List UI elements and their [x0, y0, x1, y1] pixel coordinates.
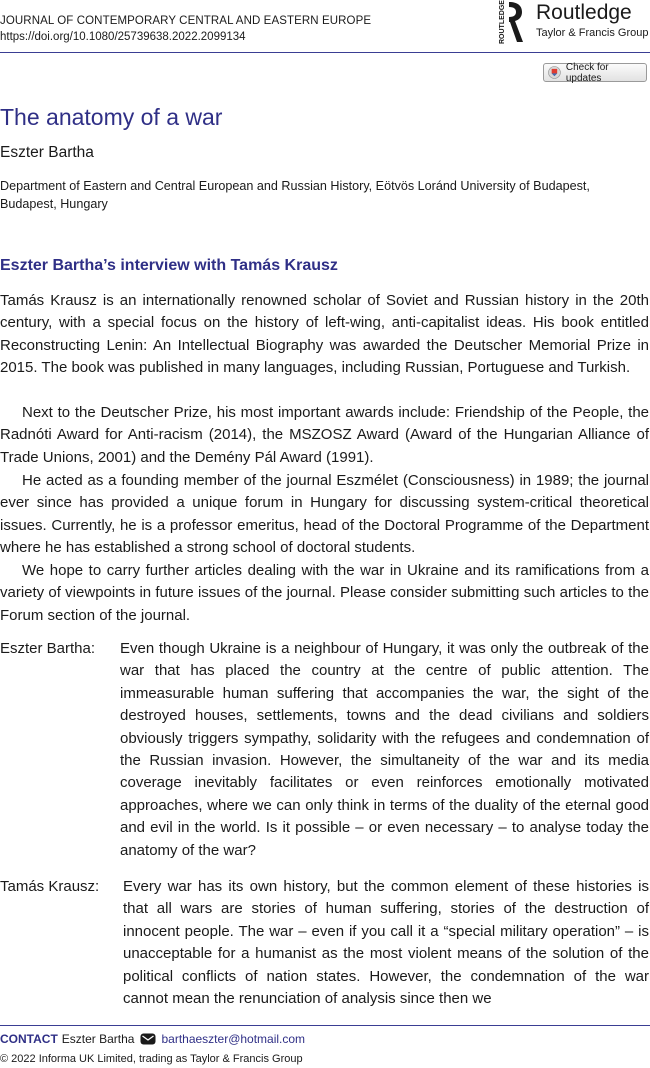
body-paragraph: We hope to carry further articles dealing with the war in Ukraine and its ramifications from a variety of viewpoints in future issues of the journal. Please consider submitting such articles to the Forum section of the journal. [0, 562, 649, 624]
dialogue-text: Every war has its own history, but the common element of these histories is that all wars are stories of human suffering, stories of the destruction of innocent people. The war – even if you call it a “special military operation” – is unacceptable for a humanist as the most violent means of the solution of the political conflicts of nation states. However, the condemnation of the war cannot mean the renunciation of analysis since then we [123, 878, 649, 1008]
email-icon [140, 1033, 156, 1045]
contact-label: CONTACT [0, 1032, 58, 1046]
body-paragraph: He acted as a founding member of the journal Eszmélet (Consciousness) in 1989; the journal ever since has provided a unique forum in Hungary for discussing system-critical theoretical issues. Currently, he is a professor emeritus, head of the Doctoral Programme of the Department where he has established a strong school of doctoral students. [0, 472, 649, 557]
doi-link[interactable]: https://doi.org/10.1080/25739638.2022.2099134 [0, 31, 246, 43]
check-for-updates-button[interactable] [543, 63, 647, 82]
article-title: The anatomy of a war [0, 104, 223, 130]
logo-name: Routledge [536, 1, 632, 24]
body-paragraph: Next to the Deutscher Prize, his most important awards include: Friendship of the People, the Radnóti Award for Anti-racism (2014), the MSZOSZ Award (Award of the Hungarian Alliance of Trade Unions, 2001) and the Demény Pál Award (1991). [0, 404, 649, 466]
routledge-logo-icon [498, 0, 524, 44]
header-divider [0, 52, 650, 53]
logo-vertical-text: ROUTLEDGE [499, 0, 506, 44]
crossmark-icon [548, 66, 561, 79]
author-affiliation: Department of Eastern and Central European and Russian History, Eötvös Loránd University of Budapest, Budapest, Hungary [0, 179, 590, 211]
logo-subtitle: Taylor & Francis Group [536, 27, 649, 39]
contact-line [0, 1032, 305, 1046]
contact-name: Eszter Bartha [61, 1032, 135, 1046]
contact-email-link[interactable]: barthaeszter@hotmail.com [161, 1032, 306, 1046]
journal-name: JOURNAL OF CONTEMPORARY CENTRAL AND EASTERN EUROPE [0, 15, 372, 27]
check-for-updates-label: Check for updates [565, 61, 609, 84]
dialogue-speaker: Eszter Bartha: [0, 640, 96, 657]
section-heading: Eszter Bartha’s interview with Tamás Krausz [0, 257, 338, 274]
footer-divider [0, 1025, 650, 1026]
copyright-notice: © 2022 Informa UK Limited, trading as Taylor & Francis Group [0, 1053, 303, 1065]
body-paragraph: Tamás Krausz is an internationally renowned scholar of Soviet and Russian history in the 20th century, with a special focus on the history of left-wing, anti-capitalist ideas. His book entitled Reconstructing Lenin: An Intellectual Biography was awarded the Deutscher Memorial Prize in 2015. The book was published in many languages, including Russian, Portuguese and Turkish. [0, 292, 649, 377]
article-author: Eszter Bartha [0, 144, 94, 161]
dialogue-speaker: Tamás Krausz: [0, 878, 100, 895]
routledge-logo [498, 0, 648, 44]
dialogue-text: Even though Ukraine is a neighbour of Hungary, it was only the outbreak of the war that has placed the country at the centre of public attention. The immeasurable human suffering that accompanies the war, the sight of the destroyed houses, settlements, towns and the dead civilians and soldiers obviously triggers sympathy, solidarity with the refugees and condemnation of the Russian invasion. However, the simultaneity of the war and its media coverage inevitably facilitates or even reinforces emotionally motivated approaches, where we can only think in terms of the duality of the eternal good and evil in the world. Is it possible – or even necessary – to analyse today the anatomy of the war? [120, 640, 649, 859]
